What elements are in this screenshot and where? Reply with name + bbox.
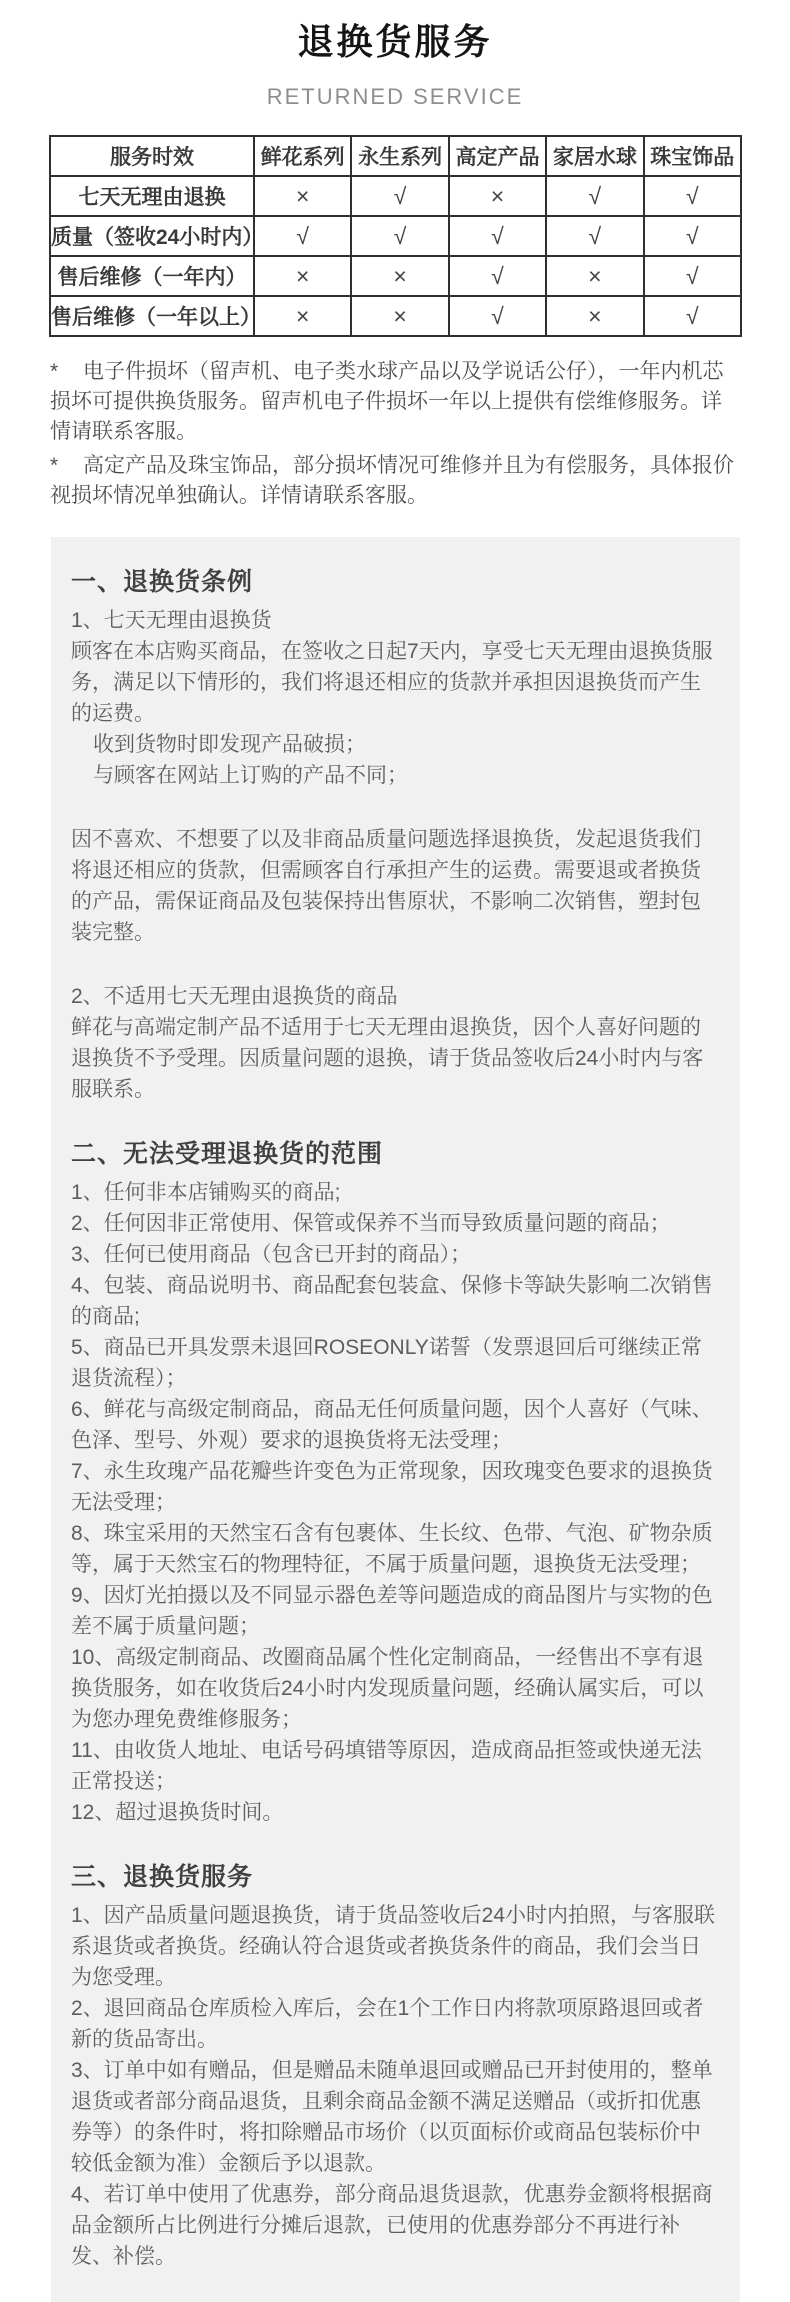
policy-paragraph: 与顾客在网站上订购的产品不同； bbox=[93, 764, 408, 787]
table-header-cell: 高定产品 bbox=[449, 136, 546, 176]
footnotes bbox=[50, 357, 742, 511]
check-mark: √ bbox=[449, 256, 546, 296]
service-table-body bbox=[50, 176, 741, 336]
policy-paragraph: 3、任何已使用商品（包含已开封的商品）； bbox=[71, 1243, 472, 1266]
table-row bbox=[50, 176, 741, 216]
check-mark: √ bbox=[546, 176, 643, 216]
policy-paragraph: 因不喜欢、不想要了以及非商品质量问题选择退换货，发起退货我们将退还相应的货款，但需顾客自行承担产生的运费。需要退或者换货的产品，需保证商品及包装保持出售原状，不影响二次销售，塑封包装完整。 bbox=[71, 828, 701, 944]
policy-paragraph: 2、不适用七天无理由退换货的商品 bbox=[71, 985, 398, 1008]
footnote-marker: * bbox=[50, 360, 59, 383]
footnote-text: 高定产品及珠宝饰品，部分损坏情况可维修并且为有偿服务，具体报价视损坏情况单独确认。详情请联系客服。 bbox=[50, 454, 734, 507]
check-mark: √ bbox=[644, 176, 741, 216]
section-heading: 三、退换货服务 bbox=[71, 1863, 254, 1891]
check-mark: √ bbox=[449, 296, 546, 336]
section-heading: 二、无法受理退换货的范围 bbox=[71, 1140, 384, 1168]
check-mark: √ bbox=[644, 256, 741, 296]
policy-paragraph: 5、商品已开具发票未退回ROSEONLY诺誓（发票退回后可继续正常退货流程）； bbox=[71, 1336, 702, 1390]
policy-paragraph: 鲜花与高端定制产品不适用于七天无理由退换货，因个人喜好问题的退换货不予受理。因质量问题的退换，请于货品签收后24小时内与客服联系。 bbox=[71, 1016, 704, 1101]
policy-section bbox=[71, 1858, 720, 2272]
table-header-row bbox=[50, 136, 741, 176]
check-mark: √ bbox=[254, 216, 351, 256]
row-label: 质量（签收24小时内） bbox=[50, 216, 254, 256]
service-table-header bbox=[50, 136, 741, 176]
row-label: 七天无理由退换 bbox=[50, 176, 254, 216]
cross-mark: × bbox=[254, 256, 351, 296]
footnote-text: 电子件损坏（留声机、电子类水球产品以及学说话公仔），一年内机芯损坏可提供换货服务。留声机电子件损坏一年以上提供有偿维修服务。详情请联系客服。 bbox=[50, 360, 724, 443]
table-header-cell: 永生系列 bbox=[351, 136, 448, 176]
table-row bbox=[50, 256, 741, 296]
row-label: 售后维修（一年内） bbox=[50, 256, 254, 296]
policy-paragraph: 1、因产品质量问题退换货，请于货品签收后24小时内拍照，与客服联系退货或者换货。经确认符合退货或者换货条件的商品，我们会当日为您受理。 bbox=[71, 1904, 716, 1989]
cross-mark: × bbox=[351, 296, 448, 336]
policy-paragraph: 1、七天无理由退换货 bbox=[71, 609, 272, 632]
table-header-cell: 家居水球 bbox=[546, 136, 643, 176]
policy-paragraph: 11、由收货人地址、电话号码填错等原因，造成商品拒签或快递无法正常投送； bbox=[71, 1739, 702, 1793]
policy-paragraph: 10、高级定制商品、改圈商品属个性化定制商品，一经售出不享有退换货服务，如在收货后24小时内发现质量问题，经确认属实后，可以为您办理免费维修服务； bbox=[71, 1646, 704, 1731]
policy-paragraph: 2、任何因非正常使用、保管或保养不当而导致质量问题的商品； bbox=[71, 1212, 671, 1235]
table-row bbox=[50, 296, 741, 336]
policy-paragraph: 4、包装、商品说明书、商品配套包装盒、保修卡等缺失影响二次销售的商品; bbox=[71, 1274, 713, 1328]
policy-paragraph: 收到货物时即发现产品破损； bbox=[93, 733, 366, 756]
table-header-cell: 珠宝饰品 bbox=[644, 136, 741, 176]
policy-section bbox=[71, 563, 720, 1105]
cross-mark: × bbox=[546, 256, 643, 296]
cross-mark: × bbox=[449, 176, 546, 216]
policy-paragraph: 12、超过退换货时间。 bbox=[71, 1801, 284, 1824]
page-subtitle: RETURNED SERVICE bbox=[266, 84, 524, 109]
cross-mark: × bbox=[254, 296, 351, 336]
policy-paragraph: 6、鲜花与高级定制商品，商品无任何质量问题，因个人喜好（气味、色泽、型号、外观）要求的退换货将无法受理； bbox=[71, 1398, 713, 1452]
page-title: 退换货服务 bbox=[297, 21, 493, 62]
row-label: 售后维修（一年以上） bbox=[50, 296, 254, 336]
policy-paragraph: 9、因灯光拍摄以及不同显示器色差等问题造成的商品图片与实物的色差不属于质量问题； bbox=[71, 1584, 713, 1638]
cross-mark: × bbox=[351, 256, 448, 296]
policy-paragraph: 2、退回商品仓库质检入库后，会在1个工作日内将款项原路退回或者新的货品寄出。 bbox=[71, 1997, 704, 2051]
policy-panel bbox=[51, 537, 740, 2302]
check-mark: √ bbox=[644, 296, 741, 336]
cross-mark: × bbox=[546, 296, 643, 336]
policy-paragraph: 4、若订单中使用了优惠券，部分商品退货退款，优惠券金额将根据商品金额所占比例进行分摊后退款，已使用的优惠券部分不再进行补发、补偿。 bbox=[71, 2183, 713, 2268]
table-header-cell: 鲜花系列 bbox=[254, 136, 351, 176]
check-mark: √ bbox=[644, 216, 741, 256]
cross-mark: × bbox=[254, 176, 351, 216]
check-mark: √ bbox=[351, 216, 448, 256]
policy-paragraph: 7、永生玫瑰产品花瓣些许变色为正常现象，因玫瑰变色要求的退换货无法受理； bbox=[71, 1460, 713, 1514]
policy-section bbox=[71, 1135, 720, 1828]
footnote bbox=[50, 451, 742, 511]
service-table bbox=[49, 135, 742, 337]
check-mark: √ bbox=[546, 216, 643, 256]
policy-paragraph: 1、任何非本店铺购买的商品; bbox=[71, 1181, 341, 1204]
policy-paragraph: 3、订单中如有赠品，但是赠品未随单退回或赠品已开封使用的，整单退货或者部分商品退货，且剩余商品金额不满足送赠品（或折扣优惠券等）的条件时，将扣除赠品市场价（以页面标价或商品包装标价中较低金额为准）金额后予以退款。 bbox=[71, 2059, 713, 2175]
footnote bbox=[50, 357, 742, 447]
check-mark: √ bbox=[351, 176, 448, 216]
section-heading: 一、退换货条例 bbox=[71, 568, 254, 596]
policy-paragraph: 顾客在本店购买商品，在签收之日起7天内，享受七天无理由退换货服务，满足以下情形的，我们将退还相应的货款并承担因退换货而产生的运费。 bbox=[71, 640, 713, 725]
footnote-marker: * bbox=[50, 454, 59, 477]
table-header-cell: 服务时效 bbox=[50, 136, 254, 176]
policy-paragraph: 8、珠宝采用的天然宝石含有包裹体、生长纹、色带、气泡、矿物杂质等，属于天然宝石的物理特征，不属于质量问题，退换货无法受理； bbox=[71, 1522, 713, 1576]
table-row bbox=[50, 216, 741, 256]
check-mark: √ bbox=[449, 216, 546, 256]
